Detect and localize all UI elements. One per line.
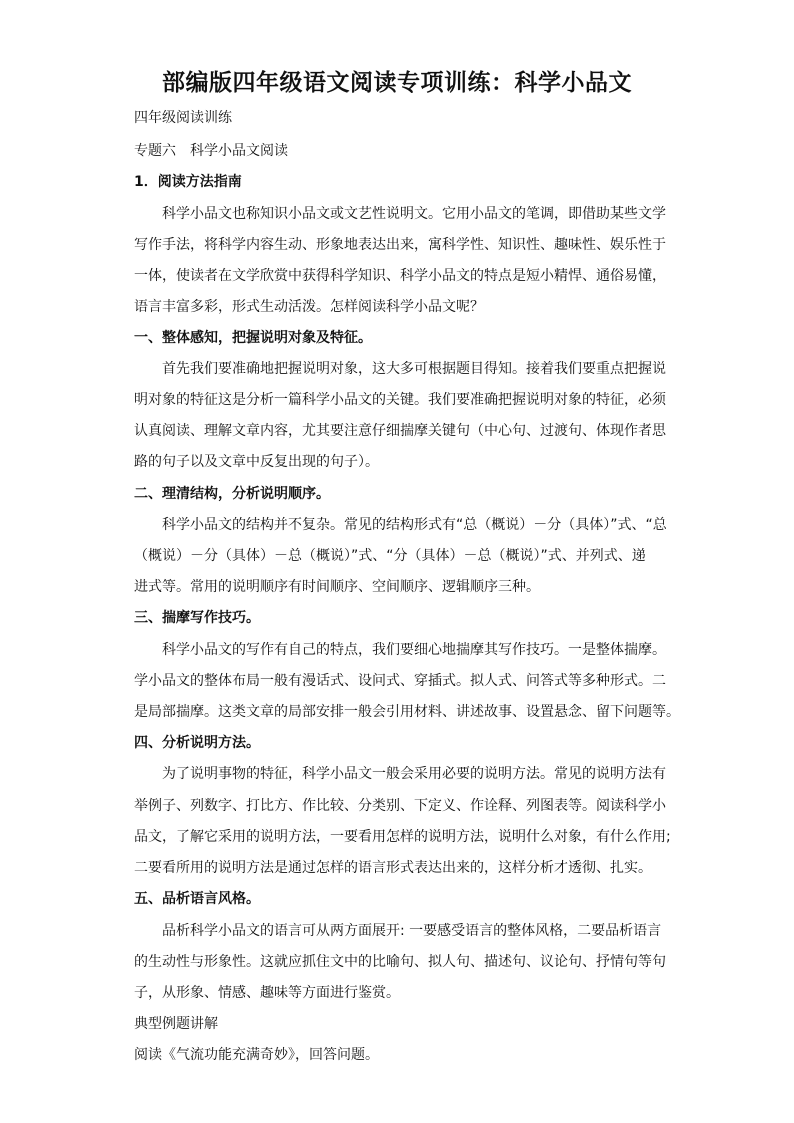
paragraph-line: （概说）－分（具体）－总（概说）”式、“分（具体）－总（概说）”式、并列式、递 xyxy=(134,548,646,564)
paragraph-line: 举例子、列数字、打比方、作比较、分类别、下定义、作诠释、列图表等。阅读科学小 xyxy=(134,798,666,814)
section-guide-heading: 1．阅读方法指南 xyxy=(134,174,242,190)
example-intro: 阅读《气流功能充满奇妙》，回答问题。 xyxy=(134,1047,379,1063)
section-heading: 二、理清结构，分析说明顺序。 xyxy=(134,486,330,502)
paragraph-line: 学小品文的整体布局一般有漫话式、设问式、穿插式。拟人式、问答式等多种形式。二 xyxy=(134,673,666,689)
section-heading: 一、整体感知，把握说明对象及特征。 xyxy=(134,330,372,346)
paragraph-line: 认真阅读、理解文章内容，尤其要注意仔细揣摩关键句（中心句、过渡句、体现作者思 xyxy=(134,423,666,439)
paragraph-line: 进式等。常用的说明顺序有时间顺序、空间顺序、逻辑顺序三种。 xyxy=(134,579,540,595)
paragraph-line: 科学小品文的写作有自己的特点，我们要细心地揣摩其写作技巧。一是整体揣摩。 xyxy=(162,642,666,658)
paragraph-line: 首先我们要准确地把握说明对象，这大多可根据题目得知。接着我们要重点把握说 xyxy=(162,361,666,377)
intro-line: 语言丰富多彩，形式生动活泼。怎样阅读科学小品文呢？ xyxy=(134,299,484,315)
intro-line: 写作手法，将科学内容生动、形象地表达出来，寓科学性、知识性、趣味性、娱乐性于 xyxy=(134,237,666,253)
intro-line: 科学小品文也称知识小品文或文艺性说明文。它用小品文的笔调，即借助某些文学 xyxy=(162,206,666,222)
document-title: 部编版四年级语文阅读专项训练：科学小品文 xyxy=(162,69,632,96)
paragraph-line: 品文，了解它采用的说明方法，一要看用怎样的说明方法，说明什么对象，有什么作用; xyxy=(134,829,671,845)
section-heading: 五、品析语言风格。 xyxy=(134,891,260,907)
paragraph-line: 的生动性与形象性。这就应抓住文中的比喻句、拟人句、描述句、议论句、抒情句等句 xyxy=(134,954,666,970)
document-subtitle: 四年级阅读训练 xyxy=(134,110,232,126)
paragraph-line: 明对象的特征这是分析一篇科学小品文的关键。我们要准确把握说明对象的特征，必须 xyxy=(134,392,666,408)
topic-line: 专题六 科学小品文阅读 xyxy=(134,143,288,159)
intro-line: 一体，使读者在文学欣赏中获得科学知识、科学小品文的特点是短小精悍、通俗易懂， xyxy=(134,268,666,284)
section-heading: 四、分析说明方法。 xyxy=(134,735,260,751)
paragraph-line: 科学小品文的结构并不复杂。常见的结构形式有“总（概说）－分（具体）”式、“总 xyxy=(162,517,667,533)
paragraph-line: 是局部揣摩。这类文章的局部安排一般会引用材料、讲述故事、设置悬念、留下问题等。 xyxy=(134,704,680,720)
paragraph-line: 为了说明事物的特征，科学小品文一般会采用必要的说明方法。常见的说明方法有 xyxy=(162,766,666,782)
paragraph-line: 二要看所用的说明方法是通过怎样的语言形式表达出来的，这样分析才透彻、扎实。 xyxy=(134,860,652,876)
example-heading: 典型例题讲解 xyxy=(134,1016,218,1032)
paragraph-line: 路的句子以及文章中反复出现的句子）。 xyxy=(134,454,379,470)
paragraph-line: 子，从形象、情感、趣味等方面进行鉴赏。 xyxy=(134,985,400,1001)
paragraph-line: 品析科学小品文的语言可从两方面展开: 一要感受语言的整体风格，二要品析语言 xyxy=(162,923,662,939)
section-heading: 三、揣摩写作技巧。 xyxy=(134,610,260,626)
